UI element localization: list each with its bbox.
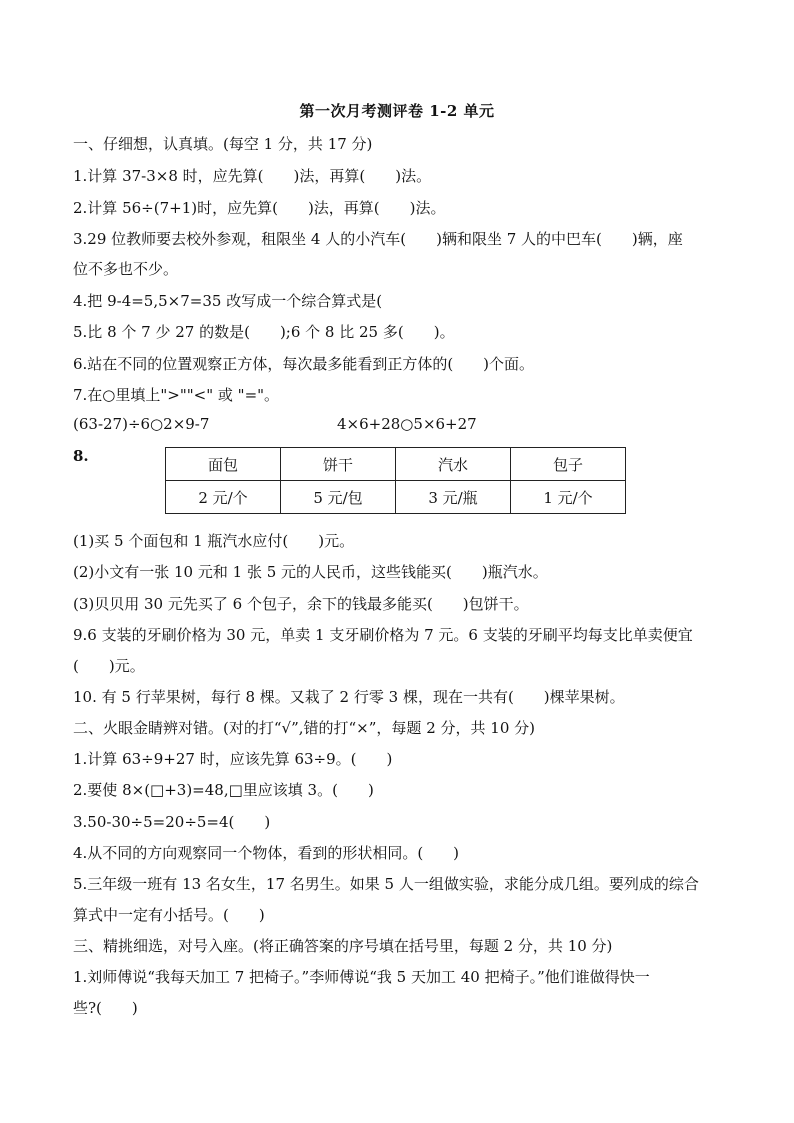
question-1-9-line1: 9.6 支装的牙刷价格为 30 元，单卖 1 支牙刷价格为 7 元。6 支装的牙刷平均每支比单卖便宜 bbox=[73, 626, 693, 644]
table-header-cell: 面包 bbox=[166, 448, 281, 481]
question-2-2: 2.要使 8×(□+3)=48,□里应该填 3。( ) bbox=[73, 781, 374, 799]
table-row bbox=[166, 481, 626, 514]
question-2-1: 1.计算 63÷9+27 时，应该先算 63÷9。( ) bbox=[73, 750, 393, 768]
question-1-9-line2: ( )元。 bbox=[73, 657, 145, 675]
question-1-4: 4.把 9-4=5,5×7=35 改写成一个综合算式是( bbox=[73, 292, 383, 310]
question-1-3-line2: 位不多也不少。 bbox=[73, 260, 179, 278]
table-cell: 1 元/个 bbox=[511, 481, 626, 514]
question-1-2: 2.计算 56÷(7+1)时，应先算( )法，再算( )法。 bbox=[73, 199, 446, 217]
section1-heading: 一、仔细想，认真填。(每空 1 分，共 17 分) bbox=[73, 135, 373, 153]
question-2-3: 3.50-30÷5=20÷5=4( ) bbox=[73, 813, 271, 831]
table-cell: 3 元/瓶 bbox=[396, 481, 511, 514]
exam-title: 第一次月考测评卷 1-2 单元 bbox=[299, 102, 495, 120]
question-1-8-3: (3)贝贝用 30 元先买了 6 个包子，余下的钱最多能买( )包饼干。 bbox=[73, 595, 529, 613]
question-1-7-expressions bbox=[73, 415, 733, 433]
question-1-10: 10. 有 5 行苹果树，每行 8 棵。又栽了 2 行零 3 棵，现在一共有( )棵苹果树。 bbox=[73, 688, 625, 706]
question-1-5: 5.比 8 个 7 少 27 的数是( );6 个 8 比 25 多( )。 bbox=[73, 323, 455, 341]
question-1-8-1: (1)买 5 个面包和 1 瓶汽水应付( )元。 bbox=[73, 532, 355, 550]
table-cell: 2 元/个 bbox=[166, 481, 281, 514]
question-1-7: 7.在○里填上">""<" 或 "="。 bbox=[73, 386, 280, 404]
question-1-3-line1: 3.29 位教师要去校外参观，租限坐 4 人的小汽车( )辆和限坐 7 人的中巴车( )辆，座 bbox=[73, 230, 683, 248]
question-2-5-line2: 算式中一定有小括号。( ) bbox=[73, 906, 265, 924]
table-header-cell: 包子 bbox=[511, 448, 626, 481]
question-1-8-label: 8. bbox=[73, 447, 89, 465]
expression-a: (63-27)÷6○2×9-7 bbox=[73, 415, 210, 433]
table-cell: 5 元/包 bbox=[281, 481, 396, 514]
question-3-1-line2: 些?( ) bbox=[73, 999, 138, 1017]
question-2-4: 4.从不同的方向观察同一个物体，看到的形状相同。( ) bbox=[73, 844, 460, 862]
question-3-1-line1: 1.刘师傅说“我每天加工 7 把椅子。”李师傅说“我 5 天加工 40 把椅子。”他们谁做得快一 bbox=[73, 968, 650, 986]
question-2-5-line1: 5.三年级一班有 13 名女生，17 名男生。如果 5 人一组做实验，求能分成几组。要列成的综合 bbox=[73, 875, 699, 893]
question-1-1: 1.计算 37-3×8 时，应先算( )法，再算( )法。 bbox=[73, 167, 432, 185]
table-header-cell: 汽水 bbox=[396, 448, 511, 481]
expression-b: 4×6+28○5×6+27 bbox=[337, 415, 477, 433]
section2-heading: 二、火眼金睛辨对错。(对的打“√”,错的打“×”，每题 2 分，共 10 分) bbox=[73, 719, 535, 737]
question-1-6: 6.站在不同的位置观察正方体，每次最多能看到正方体的( )个面。 bbox=[73, 355, 535, 373]
table-header-row bbox=[166, 448, 626, 481]
price-table bbox=[165, 447, 626, 514]
question-1-8-2: (2)小文有一张 10 元和 1 张 5 元的人民币，这些钱能买( )瓶汽水。 bbox=[73, 563, 548, 581]
section3-heading: 三、精挑细选，对号入座。(将正确答案的序号填在括号里，每题 2 分，共 10 分) bbox=[73, 937, 613, 955]
table-header-cell: 饼干 bbox=[281, 448, 396, 481]
